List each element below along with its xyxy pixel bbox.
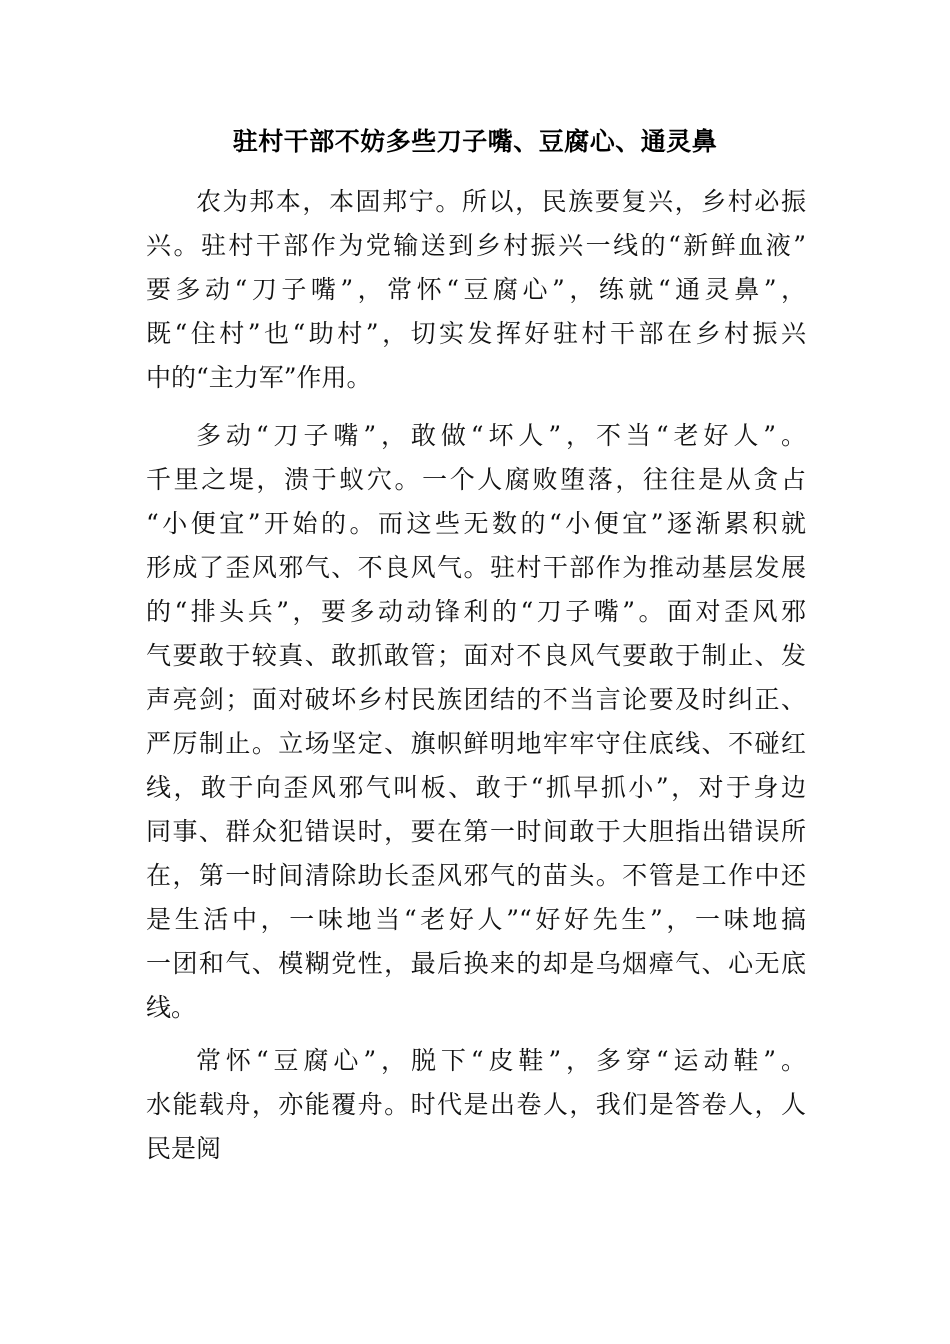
text-line: 是生活中，一味地当“老好人”“好好先生”，一味地搞: [146, 905, 806, 934]
text-line: 民是阅: [146, 1134, 222, 1163]
text-line: 水能载舟，亦能覆舟。时代是出卷人，我们是答卷人，人: [146, 1090, 806, 1119]
text-line: 千里之堤，溃于蚁穴。一个人腐败堕落，往往是从贪占: [146, 465, 806, 494]
paragraph-2: [146, 414, 806, 1030]
text-line: 常怀“豆腐心”，脱下“皮鞋”，多穿“运动鞋”。: [196, 1046, 806, 1075]
text-line: 在，第一时间清除助长歪风邪气的苗头。不管是工作中还: [146, 861, 806, 890]
text-line: “小便宜”开始的。而这些无数的“小便宜”逐渐累积就: [146, 509, 806, 538]
text-line: 中的“主力军”作用。: [146, 363, 372, 392]
document-title: 驻村干部不妨多些刀子嘴、豆腐心、通灵鼻: [232, 127, 718, 156]
text-line: 一团和气、模糊党性，最后换来的却是乌烟瘴气、心无底: [146, 949, 806, 978]
text-line: 形成了歪风邪气、不良风气。驻村干部作为推动基层发展: [146, 553, 806, 582]
text-line: 兴。驻村干部作为党输送到乡村振兴一线的“新鲜血液”: [146, 231, 806, 260]
paragraph-3: [146, 1039, 806, 1171]
text-line: 的“排头兵”，要多动动锋利的“刀子嘴”。面对歪风邪: [146, 597, 806, 626]
text-line: 声亮剑；面对破坏乡村民族团结的不当言论要及时纠正、: [146, 685, 806, 714]
text-line: 多动“刀子嘴”，敢做“坏人”，不当“老好人”。: [196, 421, 806, 450]
text-line: 严厉制止。立场坚定、旗帜鲜明地牢牢守住底线、不碰红: [146, 729, 806, 758]
text-line: 同事、群众犯错误时，要在第一时间敢于大胆指出错误所: [146, 817, 806, 846]
paragraph-1: [146, 180, 806, 400]
text-line: 农为邦本，本固邦宁。所以，民族要复兴，乡村必振: [196, 187, 806, 216]
text-line: 线。: [146, 993, 197, 1022]
text-line: 要多动“刀子嘴”，常怀“豆腐心”，练就“通灵鼻”，: [146, 275, 806, 304]
text-line: 线，敢于向歪风邪气叫板、敢于“抓早抓小”，对于身边: [146, 773, 806, 802]
text-line: 气要敢于较真、敢抓敢管；面对不良风气要敢于制止、发: [146, 641, 806, 670]
text-line: 既“住村”也“助村”，切实发挥好驻村干部在乡村振兴: [146, 319, 806, 348]
